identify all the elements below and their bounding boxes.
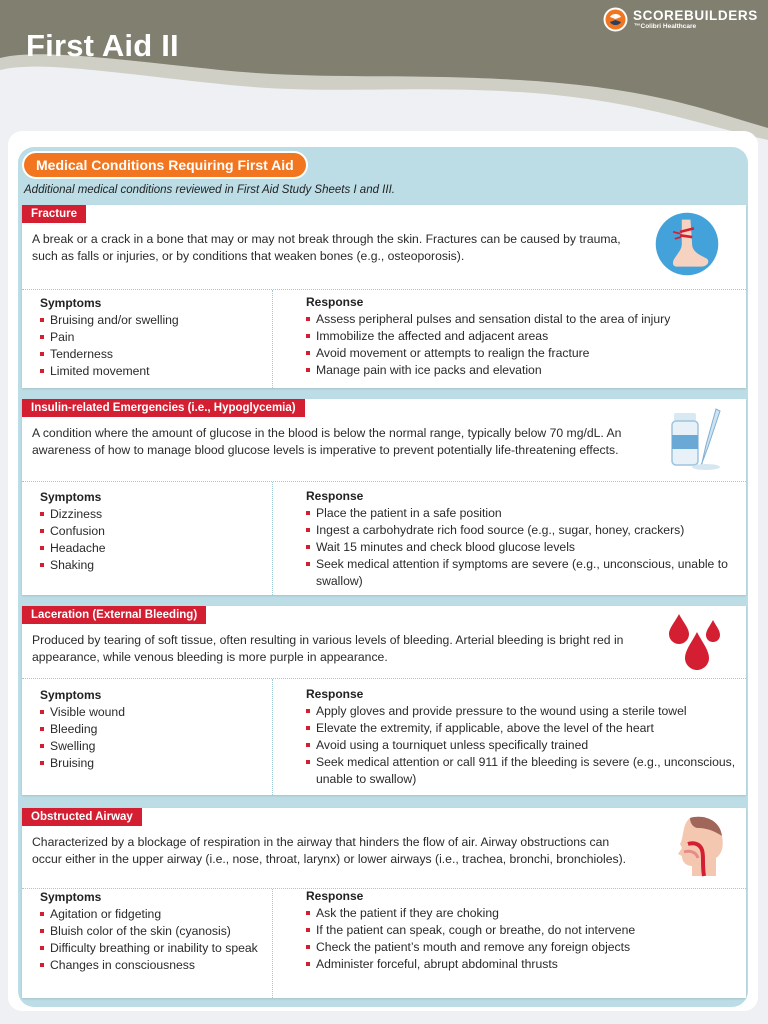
section-panel [18,147,748,1007]
page-title: First Aid II [26,28,179,63]
airway-anatomy-icon [672,814,728,880]
condition-card-laceration [22,606,746,795]
column-divider [272,482,273,595]
blood-drops-icon [667,612,727,672]
list-item: Seek medical attention if symptoms are severe (e.g., unconscious, unable to swallow) [306,556,738,590]
card-description: Characterized by a blockage of respiration in the airway that hinders the flow of air. Airway obstructions can occur either in the upper airway (i.e., nose, throat, larynx) or lower airways (i.e., trachea, bronchi, bronchioles). [32,835,627,866]
column-divider [272,889,273,998]
response-heading: Response [306,687,364,701]
list-item: Tenderness [40,346,265,363]
card-title: Insulin-related Emergencies (i.e., Hypoglycemia) [22,399,305,417]
response-list [306,905,738,973]
symptoms-heading: Symptoms [40,296,102,310]
list-item: Dizziness [40,506,265,523]
list-item: Confusion [40,523,265,540]
list-item: If the patient can speak, cough or breathe, do not intervene [306,922,738,939]
symptoms-heading: Symptoms [40,688,102,702]
symptoms-list [40,906,265,974]
list-item: Place the patient in a safe position [306,505,738,522]
list-item: Swelling [40,738,265,755]
column-divider [272,679,273,795]
column-divider [272,290,273,388]
list-item: Changes in consciousness [40,957,265,974]
list-item: Ingest a carbohydrate rich food source (e.g., sugar, honey, crackers) [306,522,738,539]
response-list [306,703,738,788]
response-list [306,311,738,379]
condition-card-obstructed-airway [22,808,746,998]
broken-ankle-icon [649,211,725,277]
symptoms-heading: Symptoms [40,890,102,904]
brand-subtitle: ™Colibri Healthcare [634,23,697,30]
brand-name: SCOREBUILDERS [633,8,758,23]
card-divider [22,289,746,290]
condition-card-insulin [22,399,746,595]
list-item: Headache [40,540,265,557]
list-item: Elevate the extremity, if applicable, above the level of the heart [306,720,738,737]
card-title: Obstructed Airway [22,808,142,826]
response-heading: Response [306,295,364,309]
list-item: Bluish color of the skin (cyanosis) [40,923,265,940]
condition-card-fracture [22,205,746,388]
symptoms-heading: Symptoms [40,490,102,504]
list-item: Pain [40,329,265,346]
list-item: Agitation or fidgeting [40,906,265,923]
list-item: Avoid using a tourniquet unless specifically trained [306,737,738,754]
card-description: Produced by tearing of soft tissue, often resulting in various levels of bleeding. Arterial bleeding is bright red in appearance, while venous bleeding is more purple in appearance. [32,633,624,664]
section-title: Medical Conditions Requiring First Aid [24,153,306,177]
list-item: Bruising [40,755,265,772]
response-list [306,505,738,590]
list-item: Administer forceful, abrupt abdominal thrusts [306,956,738,973]
card-divider [22,888,746,889]
response-heading: Response [306,489,364,503]
response-heading: Response [306,889,364,903]
list-item: Manage pain with ice packs and elevation [306,362,738,379]
list-item: Limited movement [40,363,265,380]
list-item: Visible wound [40,704,265,721]
content-panel [8,131,758,1011]
card-divider [22,678,746,679]
list-item: Bleeding [40,721,265,738]
list-item: Seek medical attention or call 911 if the bleeding is severe (e.g., unconscious, unable to swallow) [306,754,738,788]
list-item: Bruising and/or swelling [40,312,265,329]
scorebuilders-logo-icon [603,7,628,32]
list-item: Wait 15 minutes and check blood glucose levels [306,539,738,556]
card-divider [22,481,746,482]
insulin-vial-syringe-icon [666,405,726,471]
card-description: A break or a crack in a bone that may or may not break through the skin. Fractures can be caused by trauma, such as falls or injuries, or by conditions that weaken bones (e.g., osteoporosis). [32,232,621,263]
symptoms-list [40,312,265,380]
card-title: Fracture [22,205,86,223]
list-item: Difficulty breathing or inability to speak [40,940,265,957]
list-item: Apply gloves and provide pressure to the wound using a sterile towel [306,703,738,720]
list-item: Check the patient’s mouth and remove any foreign objects [306,939,738,956]
list-item: Avoid movement or attempts to realign the fracture [306,345,738,362]
symptoms-list [40,506,265,574]
symptoms-list [40,704,265,772]
list-item: Shaking [40,557,265,574]
list-item: Immobilize the affected and adjacent areas [306,328,738,345]
card-title: Laceration (External Bleeding) [22,606,206,624]
card-description: A condition where the amount of glucose in the blood is below the normal range, typically below 70 mg/dL. An awareness of how to manage blood glucose levels is imperative to prevent potentially life-threatening effects. [32,426,622,457]
list-item: Assess peripheral pulses and sensation distal to the area of injury [306,311,738,328]
list-item: Ask the patient if they are choking [306,905,738,922]
section-intro: Additional medical conditions reviewed in First Aid Study Sheets I and III. [24,184,395,196]
